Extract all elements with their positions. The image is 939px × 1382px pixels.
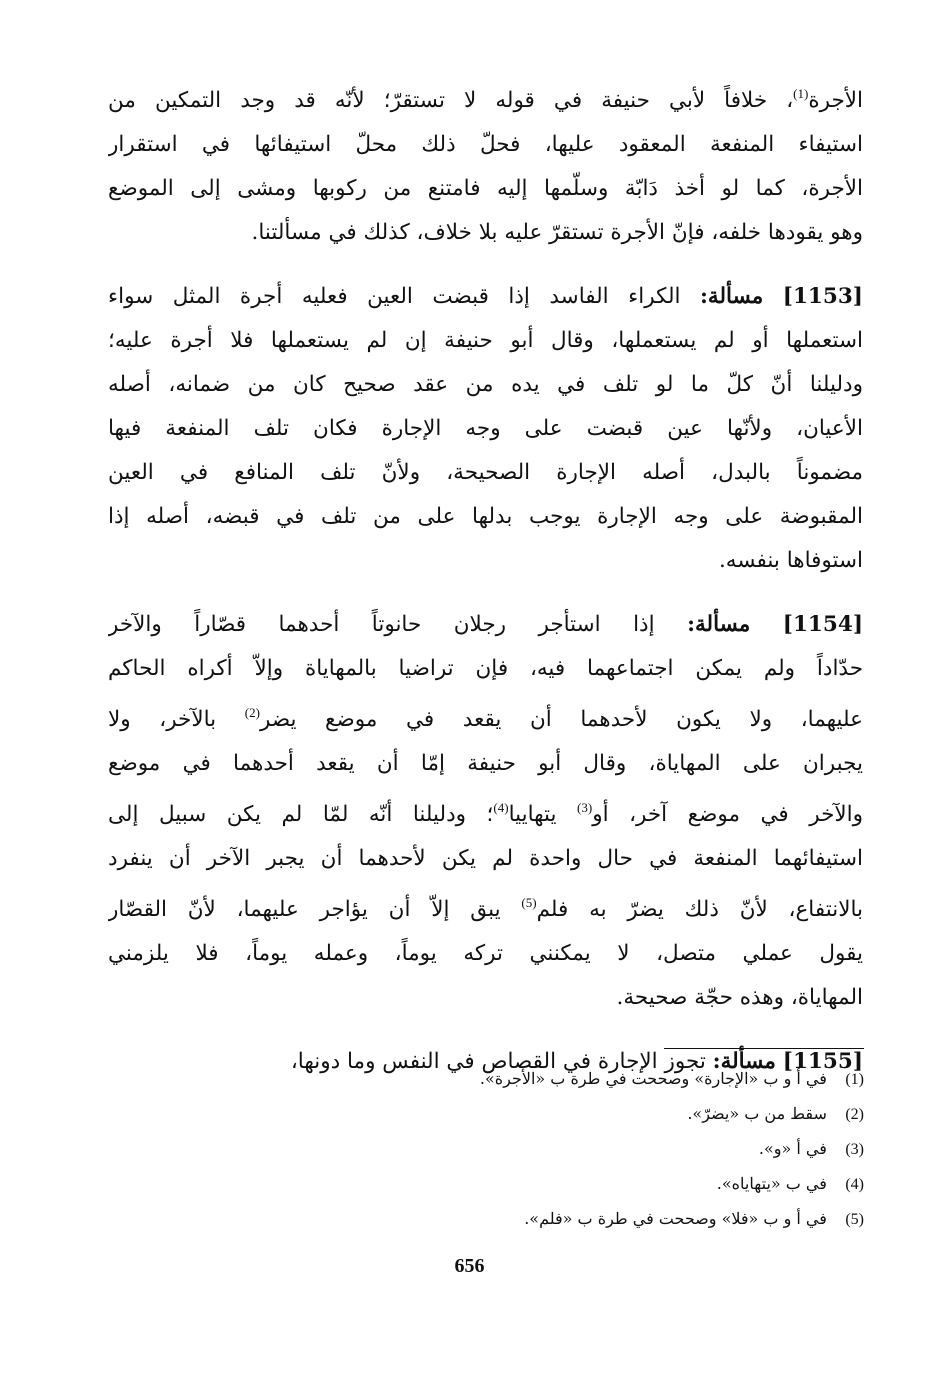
text-line	[108, 275, 863, 319]
intro-line-1-text: ، خلافاً لأبي حنيفة في قوله لا تستقرّ؛ لأنّه قد وجد التمكين من	[108, 88, 794, 113]
text-line	[108, 603, 863, 647]
issue-label: مسألة:	[687, 612, 751, 637]
footnote-text: سقط من ب «يضرّ».	[687, 1104, 827, 1123]
issue-number: [1154]	[782, 612, 863, 637]
footnote-ref-5[interactable]: (5)	[521, 895, 537, 910]
footnote-item	[264, 1167, 864, 1202]
footnote-divider	[664, 1048, 864, 1049]
footnote-item	[264, 1202, 864, 1237]
text-line: الأعيان، ولأنّها عين قبضت على وجه الإجارة فكان تلف المنفعة فيها	[108, 416, 863, 441]
issue-text: تجوز الإجارة في القصاص في النفس وما دونها،	[290, 1049, 706, 1074]
issue-number: [1153]	[782, 284, 863, 309]
footnote-ref-2[interactable]: (2)	[244, 705, 260, 720]
text-line	[108, 72, 863, 123]
footnote-ref-3[interactable]: (3)	[577, 800, 593, 815]
page-number: 656	[454, 1255, 485, 1277]
footnote-text: في ب «يتهاياه».	[716, 1174, 827, 1193]
issue-text: الكراء الفاسد إذا قبضت العين فعليه أجرة المثل سواء	[108, 284, 681, 309]
text-line	[108, 881, 863, 932]
text-line	[108, 786, 863, 837]
text-segment: عليهما، ولا يكون لأحدهما أن يقعد في موضع يضر	[259, 707, 863, 732]
text-segment: والآخر في موضع آخر، أو	[592, 802, 863, 827]
issue-label: مسألة:	[712, 1049, 776, 1074]
text-segment: بالانتفاع، لأنّ ذلك يضرّ به فلم	[536, 897, 863, 922]
footnote-item	[264, 1132, 864, 1167]
text-line: وهو يقودها خلفه، فإنّ الأجرة تستقرّ عليه بلا خلاف، كذلك في مسألتنا.	[251, 220, 863, 245]
page-body	[108, 72, 863, 1084]
footnote-number: (4)	[845, 1176, 864, 1193]
text-line: مضموناً بالبدل، أصله الإجارة الصحيحة، ولأنّ تلف المنافع في العين	[108, 460, 863, 485]
issue-text: إذا استأجر رجلان حانوتاً أحدهما قصّاراً والآخر	[108, 612, 655, 637]
text-line: استيفاء المنفعة المعقود عليها، فحلّ ذلك محلّ استيفائها في استقرار	[108, 132, 863, 157]
text-segment: ؛ ودليلنا أنّه لمّا لم يكن سبيل إلى	[108, 802, 494, 827]
text-segment: بالآخر، ولا	[108, 707, 245, 732]
text-segment: يتهاييا	[508, 802, 578, 827]
issue-label: مسألة:	[700, 284, 764, 309]
text-line: المهاياة، وهذه حجّة صحيحة.	[616, 985, 863, 1010]
footnote-number: (5)	[845, 1211, 864, 1228]
text-line: استيفائهما المنفعة في حال واحدة لم يكن لأحدهما أن يجبر الآخر أن ينفرد	[108, 846, 863, 871]
text-segment: يبق إلاّ أن يؤاجر عليهما، لأنّ القصّار	[108, 897, 522, 922]
footnote-number: (2)	[845, 1106, 864, 1123]
footnote-number: (3)	[845, 1141, 864, 1158]
text-line: حدّاداً ولم يمكن اجتماعهما فيه، فإن تراضيا بالمهاياة وإلاّ أكراه الحاكم	[108, 656, 863, 681]
issue-number: [1155]	[782, 1049, 863, 1074]
issue-1153-paragraph	[108, 275, 863, 583]
footnote-item	[264, 1097, 864, 1132]
footnote-text: في أ «و».	[758, 1139, 827, 1158]
footnote-ref-4[interactable]: (4)	[493, 800, 509, 815]
text-line: الأجرة، كما لو أخذ دَابّة وسلّمها إليه فامتنع من ركوبها ومشى إلى الموضع	[108, 176, 863, 201]
text-line: ودليلنا أنّ كلّ ما لو تلف في يده من عقد صحيح كان من ضمانه، أصله	[108, 372, 863, 397]
footnote-ref-1[interactable]: (1)	[793, 86, 809, 101]
footnote-text: في أ و ب «الإجارة» وصححت في طرة ب «الأجرة».	[479, 1069, 827, 1088]
footnote-item	[264, 1062, 864, 1097]
text-line: يجبران على المهاياة، وقال أبو حنيفة إمّا أن يقعد أحدهما في موضع	[108, 751, 863, 776]
footnote-text: في أ و ب «فلا» وصححت في طرة ب «فلم».	[524, 1209, 827, 1228]
text-line: يقول عملي متصل، لا يمكنني تركه يوماً، وعمله يوماً، فلا يلزمني	[108, 941, 863, 966]
text-line	[108, 691, 863, 742]
footnote-number: (1)	[845, 1071, 864, 1088]
intro-word: الأجرة	[808, 88, 863, 113]
text-line: المقبوضة على وجه الإجارة يوجب بدلها على من تلف في قبضه، أصله إذا	[108, 504, 863, 529]
text-line: استعملها أو لم يستعملها، وقال أبو حنيفة إن لم يستعملها فلا أجرة عليه؛	[108, 328, 863, 353]
issue-1154-paragraph	[108, 603, 863, 1020]
text-line: استوفاها بنفسه.	[718, 548, 863, 573]
footnotes-list	[264, 1062, 864, 1237]
intro-paragraph	[108, 72, 863, 255]
